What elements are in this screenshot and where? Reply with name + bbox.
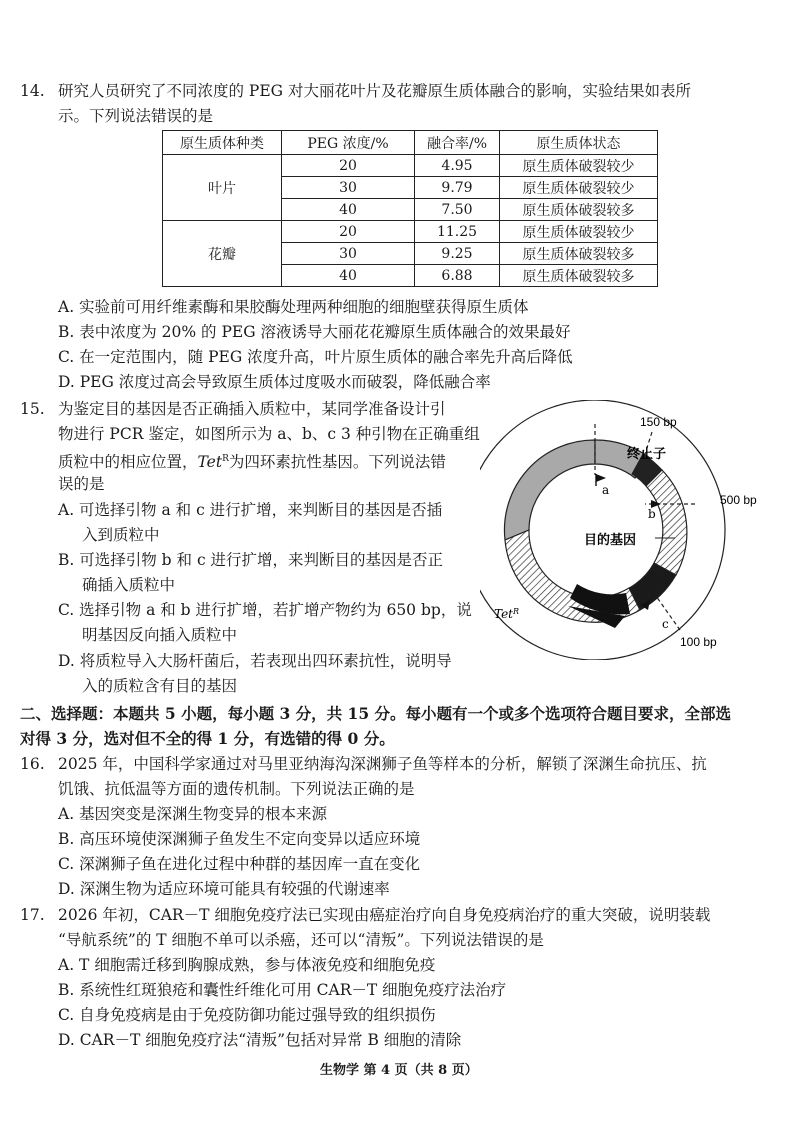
q15-option-a-line2: 入到质粒中 (82, 526, 160, 544)
label-150bp: 150 bp (640, 415, 677, 429)
q15-option-d-line2: 入的质粒含有目的基因 (82, 677, 238, 695)
table-cell: 4.95 (415, 155, 500, 177)
q16-option-c: C. 深渊狮子鱼在进化过程中种群的基因库一直在变化 (58, 855, 421, 873)
table-row (163, 221, 658, 243)
q14-table (162, 130, 658, 287)
table-cell: 30 (282, 243, 415, 265)
table-cell: 原生质体破裂较多 (500, 265, 658, 287)
plasmid-gray-segment (504, 440, 595, 540)
q15-stem-line3 (58, 448, 446, 473)
plasmid-diagram (480, 400, 780, 660)
q14-stem-line2: 示。下列说法错误的是 (58, 107, 214, 125)
label-target-gene: 目的基因 (584, 533, 637, 548)
q17-number: 17. (20, 906, 45, 924)
label-primer-b: b (648, 507, 656, 521)
label-tet-name: Tet (494, 607, 513, 621)
q16-option-a: A. 基因突变是深渊生物变异的根本来源 (58, 805, 328, 823)
table-header: PEG 浓度/% (282, 131, 415, 155)
group-label: 花瓣 (163, 221, 282, 287)
table-cell: 6.88 (415, 265, 500, 287)
table-cell: 40 (282, 199, 415, 221)
target-gene-segment (646, 470, 687, 575)
label-100bp: 100 bp (680, 635, 717, 649)
table-header: 融合率/% (415, 131, 500, 155)
q15-stem-line4: 误的是 (58, 475, 105, 493)
table-cell: 原生质体破裂较少 (500, 177, 658, 199)
label-500bp: 500 bp (720, 493, 757, 507)
table-cell: 7.50 (415, 199, 500, 221)
page-footer: 生物学 第 4 页（共 8 页） (320, 1063, 478, 1078)
q17-option-a: A. T 细胞需迁移到胸腺成熟，参与体液免疫和细胞免疫 (58, 956, 436, 974)
table-cell: 20 (282, 221, 415, 243)
label-primer-c: c (662, 617, 669, 631)
table-cell: 原生质体破裂较少 (500, 221, 658, 243)
section2-line2: 对得 3 分，选对但不全的得 1 分，有选错的得 0 分。 (20, 729, 395, 748)
q16-stem-line1: 2025 年，中国科学家通过对马里亚纳海沟深渊狮子鱼等样本的分析，解锁了深渊生命抗压、抗 (58, 755, 707, 773)
q14-number: 14. (20, 82, 45, 100)
table-cell: 原生质体破裂较多 (500, 199, 658, 221)
q15-stem-line1: 为鉴定目的基因是否正确插入质粒中，某同学准备设计引 (58, 400, 446, 418)
q15-option-d-line1: D. 将质粒导入大肠杆菌后，若表现出四环素抗性，说明导 (58, 652, 452, 670)
q14-option-d: D. PEG 浓度过高会导致原生质体过度吸水而破裂，降低融合率 (58, 373, 491, 391)
table-header: 原生质体种类 (163, 131, 282, 155)
table-header: 原生质体状态 (500, 131, 658, 155)
table-row (163, 155, 658, 177)
q15-option-b-line1: B. 可选择引物 b 和 c 进行扩增，来判断目的基因是否正 (58, 551, 444, 569)
table-cell: 20 (282, 155, 415, 177)
group-label: 叶片 (163, 155, 282, 221)
q15-option-a-line1: A. 可选择引物 a 和 c 进行扩增，来判断目的基因是否插 (58, 501, 443, 519)
q15-stem-line3-end: 为四环素抗性基因。下列说法错 (228, 453, 446, 472)
table-header-row (163, 131, 658, 155)
tet-gene-name: Tet (197, 453, 223, 472)
q17-option-d: D. CAR－T 细胞免疫疗法“清叛”包括对异常 B 细胞的清除 (58, 1031, 462, 1049)
table-cell: 原生质体破裂较多 (500, 243, 658, 265)
q15-option-c-line1: C. 选择引物 a 和 b 进行扩增，若扩增产物约为 650 bp，说 (58, 601, 472, 619)
q17-stem-line1: 2026 年初，CAR－T 细胞免疫疗法已实现由癌症治疗向自身免疫病治疗的重大突破，说明装载 (58, 906, 711, 924)
section2-line1: 二、选择题：本题共 5 小题，每小题 3 分，共 15 分。每小题有一个或多个选项符合题目要求，全部选 (20, 704, 732, 723)
q15-stem-line2: 物进行 PCR 鉴定，如图所示为 a、b、c 3 种引物在正确重组 (58, 425, 480, 443)
q14-stem-line1: 研究人员研究了不同浓度的 PEG 对大丽花叶片及花瓣原生质体融合的影响，实验结果如表所 (58, 82, 691, 100)
q17-option-c: C. 自身免疫病是由于免疫防御功能过强导致的组织损伤 (58, 1006, 436, 1024)
primer-a-arrowhead (596, 474, 606, 482)
tet-gene-sup: R (222, 454, 229, 464)
label-terminator: 终止子 (627, 447, 667, 462)
q17-stem-line2: “导航系统”的 T 细胞不单可以杀癌，还可以“清叛”。下列说法错误的是 (58, 931, 544, 949)
q16-number: 16. (20, 755, 45, 773)
q14-option-c: C. 在一定范围内，随 PEG 浓度升高，叶片原生质体的融合率先升高后降低 (58, 348, 573, 366)
table-cell: 原生质体破裂较少 (500, 155, 658, 177)
q15-stem-line3-start: 质粒中的相应位置， (58, 453, 198, 472)
q16-stem-line2: 饥饿、抗低温等方面的遗传机制。下列说法正确的是 (58, 780, 415, 798)
table-cell: 40 (282, 265, 415, 287)
q14-option-a: A. 实验前可用纤维素酶和果胶酶处理两种细胞的细胞壁获得原生质体 (58, 298, 529, 316)
q16-option-d: D. 深渊生物为适应环境可能具有较强的代谢速率 (58, 880, 390, 898)
q15-number: 15. (20, 400, 45, 418)
table-cell: 30 (282, 177, 415, 199)
table-cell: 9.25 (415, 243, 500, 265)
q16-option-b: B. 高压环境使深渊狮子鱼发生不定向变异以适应环境 (58, 830, 421, 848)
q15-option-c-line2: 明基因反向插入质粒中 (82, 626, 238, 644)
label-primer-a: a (602, 483, 610, 497)
q15-option-b-line2: 确插入质粒中 (82, 576, 176, 594)
table-cell: 11.25 (415, 221, 500, 243)
label-tet-sup: R (513, 607, 520, 616)
q17-option-b: B. 系统性红斑狼疮和囊性纤维化可用 CAR－T 细胞免疫疗法治疗 (58, 981, 507, 999)
table-cell: 9.79 (415, 177, 500, 199)
q14-option-b: B. 表中浓度为 20% 的 PEG 溶液诱导大丽花花瓣原生质体融合的效果最好 (58, 323, 571, 341)
label-tet (494, 607, 519, 621)
